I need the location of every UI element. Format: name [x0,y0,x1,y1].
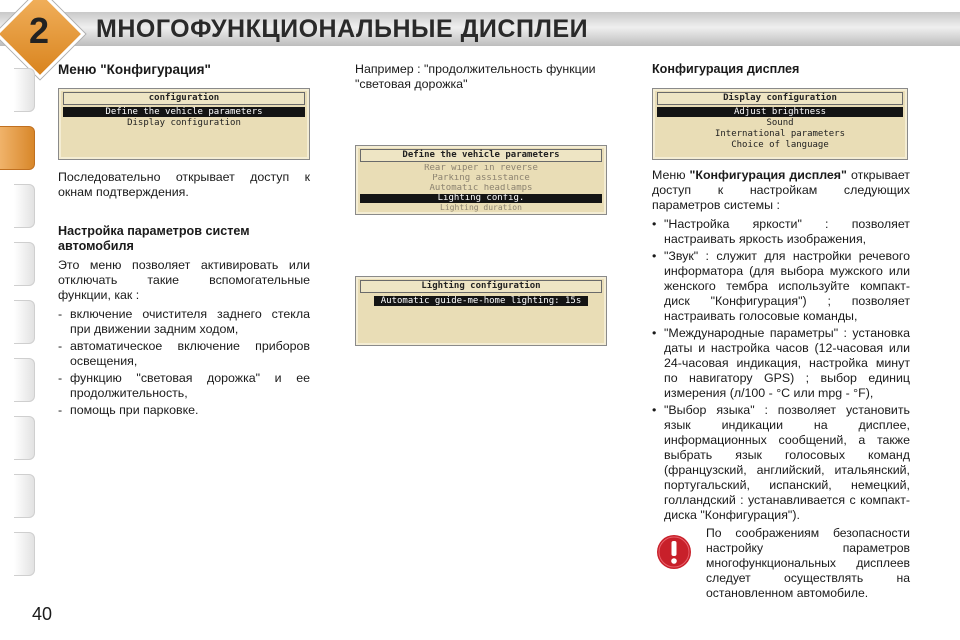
config-menu-screen [58,88,310,160]
chapter-tab-active [0,126,35,170]
safety-warning [652,526,910,600]
chapter-tab [14,300,35,344]
section-title: Меню "Конфигурация" [58,62,211,77]
screen-row: Sound [766,118,794,128]
list-item-text: "Международные параметры" : установка даты и настройка часов (12-часовая или 24-часовая индикация, настройка минут по навигатору GPS) ; выбор единиц измерения (л/100 - °C или mpg - °F), [664,326,910,400]
list-item [58,403,310,418]
screen-row: Rear wiper in reverse [424,164,538,173]
screen-title: Display configuration [657,92,903,105]
screen-row-selected: Define the vehicle parameters [63,107,305,117]
list-item-text: автоматическое включение приборов освещения, [70,339,310,368]
chapter-number: 2 [28,10,50,51]
list-item-text: включение очистителя заднего стекла при движении задним ходом, [70,307,310,336]
screen-title: Lighting configuration [360,280,602,293]
chapter-tab [14,474,35,518]
warning-text: По соображениям безопасности настройку параметров многофункциональных дисплеев следует осуществлять на остановленном автомобиле. [706,526,910,600]
dash-marker: - [58,307,63,321]
screen-row: Lighting duration [440,204,522,212]
list-item [652,249,910,324]
list-item [652,326,910,401]
feature-list [58,307,310,418]
screen-row-selected: Automatic guide-me-home lighting: 15s [374,296,588,306]
dash-marker: - [58,371,63,385]
chapter-tabs [0,60,36,580]
settings-list [652,217,910,523]
middle-column [355,62,607,96]
right-column [652,62,910,81]
chapter-tab [14,68,35,112]
intro-lead: Меню [652,168,686,182]
page-header [0,0,960,52]
list-item-text: "Настройка яркости" : позволяет настраивать яркость изображения, [664,217,910,246]
right-text [652,168,910,525]
screen-row: International parameters [714,129,846,139]
page-number: 40 [32,604,53,624]
list-item [652,217,910,247]
dash-marker: - [58,403,63,417]
subsection-title: Настройка параметров систем автомобиля [58,224,250,253]
list-item-text: функцию "световая дорожка" и ее продолжительность, [70,371,310,400]
list-item [652,403,910,523]
list-item-text: "Звук" : служит для настройки речевого информатора (для выбора мужского или женского тембра используйте компакт-диск "Конфигурация") ; позволяет настраивать голосовые команды, [664,249,910,323]
paragraph: Это меню позволяет активировать или отключать такие вспомогательные функции, как : [58,258,310,302]
list-item [58,307,310,337]
chapter-tab [14,242,35,286]
left-text [58,170,310,420]
chapter-tab [14,532,35,576]
lighting-config-screen [355,276,607,346]
list-item-text: помощь при парковке. [70,403,199,417]
chapter-tab [14,358,35,402]
left-column [58,62,310,84]
list-item [58,339,310,369]
screen-row: Choice of language [731,140,829,150]
bullet-marker: • [652,403,657,417]
chapter-tab [14,416,35,460]
paragraph [652,168,910,213]
display-config-screen [652,88,908,160]
screen-row: Display configuration [127,118,241,128]
dash-marker: - [58,339,63,353]
bullet-marker: • [652,217,657,231]
screen-row-selected: Lighting config. [360,194,602,203]
list-item [58,371,310,401]
list-item-text: "Выбор языка" : позволяет установить язык индикации на дисплее, информационных сообщений, а также выбрать язык голосовых команд (французский, английский, итальянский, португальский, испанский, немецкий, голландский : устанавливается с компакт-диска "Конфигурация"). [664,403,910,522]
page-title: МНОГОФУНКЦИОНАЛЬНЫЕ ДИСПЛЕИ [96,15,589,43]
chapter-tab [14,184,35,228]
screen-row: Automatic headlamps [429,184,533,193]
warning-icon [656,534,692,570]
vehicle-params-screen [355,145,607,215]
screen-title: configuration [63,92,305,105]
screen-row-selected: Adjust brightness [657,107,903,117]
paragraph: Например : "продолжительность функции "световая дорожка" [355,62,596,91]
paragraph: Последовательно открывает доступ к окнам подтверждения. [58,170,310,199]
bullet-marker: • [652,249,657,263]
menu-name: "Конфигурация дисплея" [689,168,847,182]
screen-title: Define the vehicle parameters [360,149,602,162]
intro-rest: открывает доступ к настройкам следующих параметров системы : [652,168,910,212]
bullet-marker: • [652,326,657,340]
section-title: Конфигурация дисплея [652,62,800,76]
screen-row: Parking assistance [432,174,530,183]
